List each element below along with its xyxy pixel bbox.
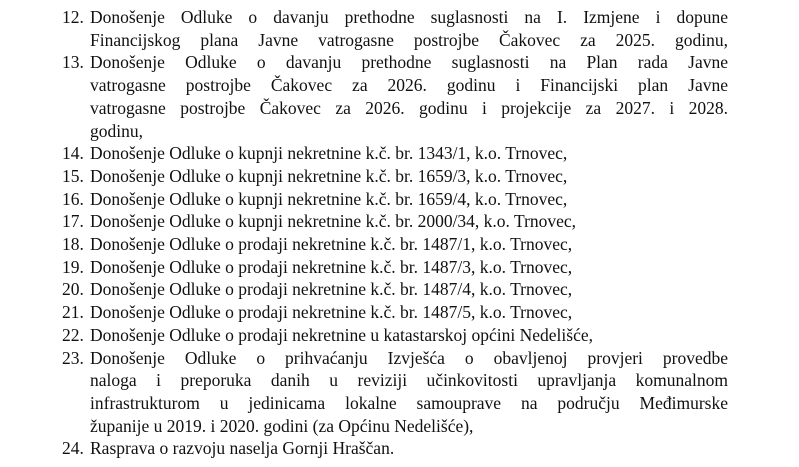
item-text-line: vatrogasne postrojbe Čakovec za 2026. godinu i Financijski plan Javne	[90, 75, 728, 96]
item-number: 14.	[62, 143, 84, 164]
item-number: 23.	[62, 347, 84, 368]
item-number: 15.	[62, 165, 84, 186]
item-text-line: Donošenje Odluke o kupnji nekretnine k.č. br. 1659/4, k.o. Trnovec,	[90, 188, 568, 209]
item-text-line: županije u 2019. i 2020. godini (za Općinu Nedelišće),	[90, 415, 474, 436]
item-number: 24.	[62, 438, 84, 459]
item-number: 22.	[62, 324, 84, 345]
item-number: 17.	[62, 211, 84, 232]
item-text-line: Donošenje Odluke o prodaji nekretnine k.č. br. 1487/1, k.o. Trnovec,	[90, 234, 573, 254]
item-text-line: Donošenje Odluke o prodaji nekretnine k.č. br. 1487/4, k.o. Trnovec,	[90, 279, 573, 300]
item-text-line: naloga i preporuka danih u reviziji učinkovitosti upravljanja komunalnom	[90, 370, 728, 391]
item-text-line: Donošenje Odluke o davanju prethodne suglasnosti na I. Izmjene i dopune	[90, 7, 728, 27]
item-text-line: Donošenje Odluke o kupnji nekretnine k.č. br. 2000/34, k.o. Trnovec,	[90, 211, 577, 232]
item-text-line: godinu,	[90, 120, 143, 141]
item-text-line: vatrogasne postrojbe Čakovec za 2026. godinu i projekcije za 2027. i 2028.	[90, 97, 728, 118]
item-number: 19.	[62, 256, 84, 277]
item-number: 20.	[62, 279, 84, 300]
item-text-line: Donošenje Odluke o prodaji nekretnine u katastarskoj općini Nedelišće,	[90, 324, 593, 345]
item-number: 21.	[62, 302, 84, 323]
item-text-line: Rasprava o razvoju naselja Gornji Hraščan.	[90, 438, 395, 459]
item-number: 12.	[62, 7, 84, 27]
item-text-line: Donošenje Odluke o kupnji nekretnine k.č. br. 1343/1, k.o. Trnovec,	[90, 143, 568, 164]
item-number: 18.	[62, 234, 84, 254]
item-number: 16.	[62, 188, 84, 209]
item-text-line: Donošenje Odluke o prodaji nekretnine k.č. br. 1487/3, k.o. Trnovec,	[90, 256, 573, 277]
item-text-line: infrastrukturom u jedinicama lokalne samouprave na području Međimurske	[90, 392, 728, 413]
item-text-line: Donošenje Odluke o davanju prethodne suglasnosti na Plan rada Javne	[90, 52, 728, 73]
item-text-line: Donošenje Odluke o prodaji nekretnine k.č. br. 1487/5, k.o. Trnovec,	[90, 302, 573, 323]
item-text-line: Donošenje Odluke o prihvaćanju Izvješća o obavljenoj provjeri provedbe	[90, 347, 728, 368]
item-text-line: Financijskog plana Javne vatrogasne postrojbe Čakovec za 2025. godinu,	[90, 29, 728, 50]
item-text-line: Donošenje Odluke o kupnji nekretnine k.č. br. 1659/3, k.o. Trnovec,	[90, 165, 568, 186]
item-number: 13.	[62, 52, 84, 73]
